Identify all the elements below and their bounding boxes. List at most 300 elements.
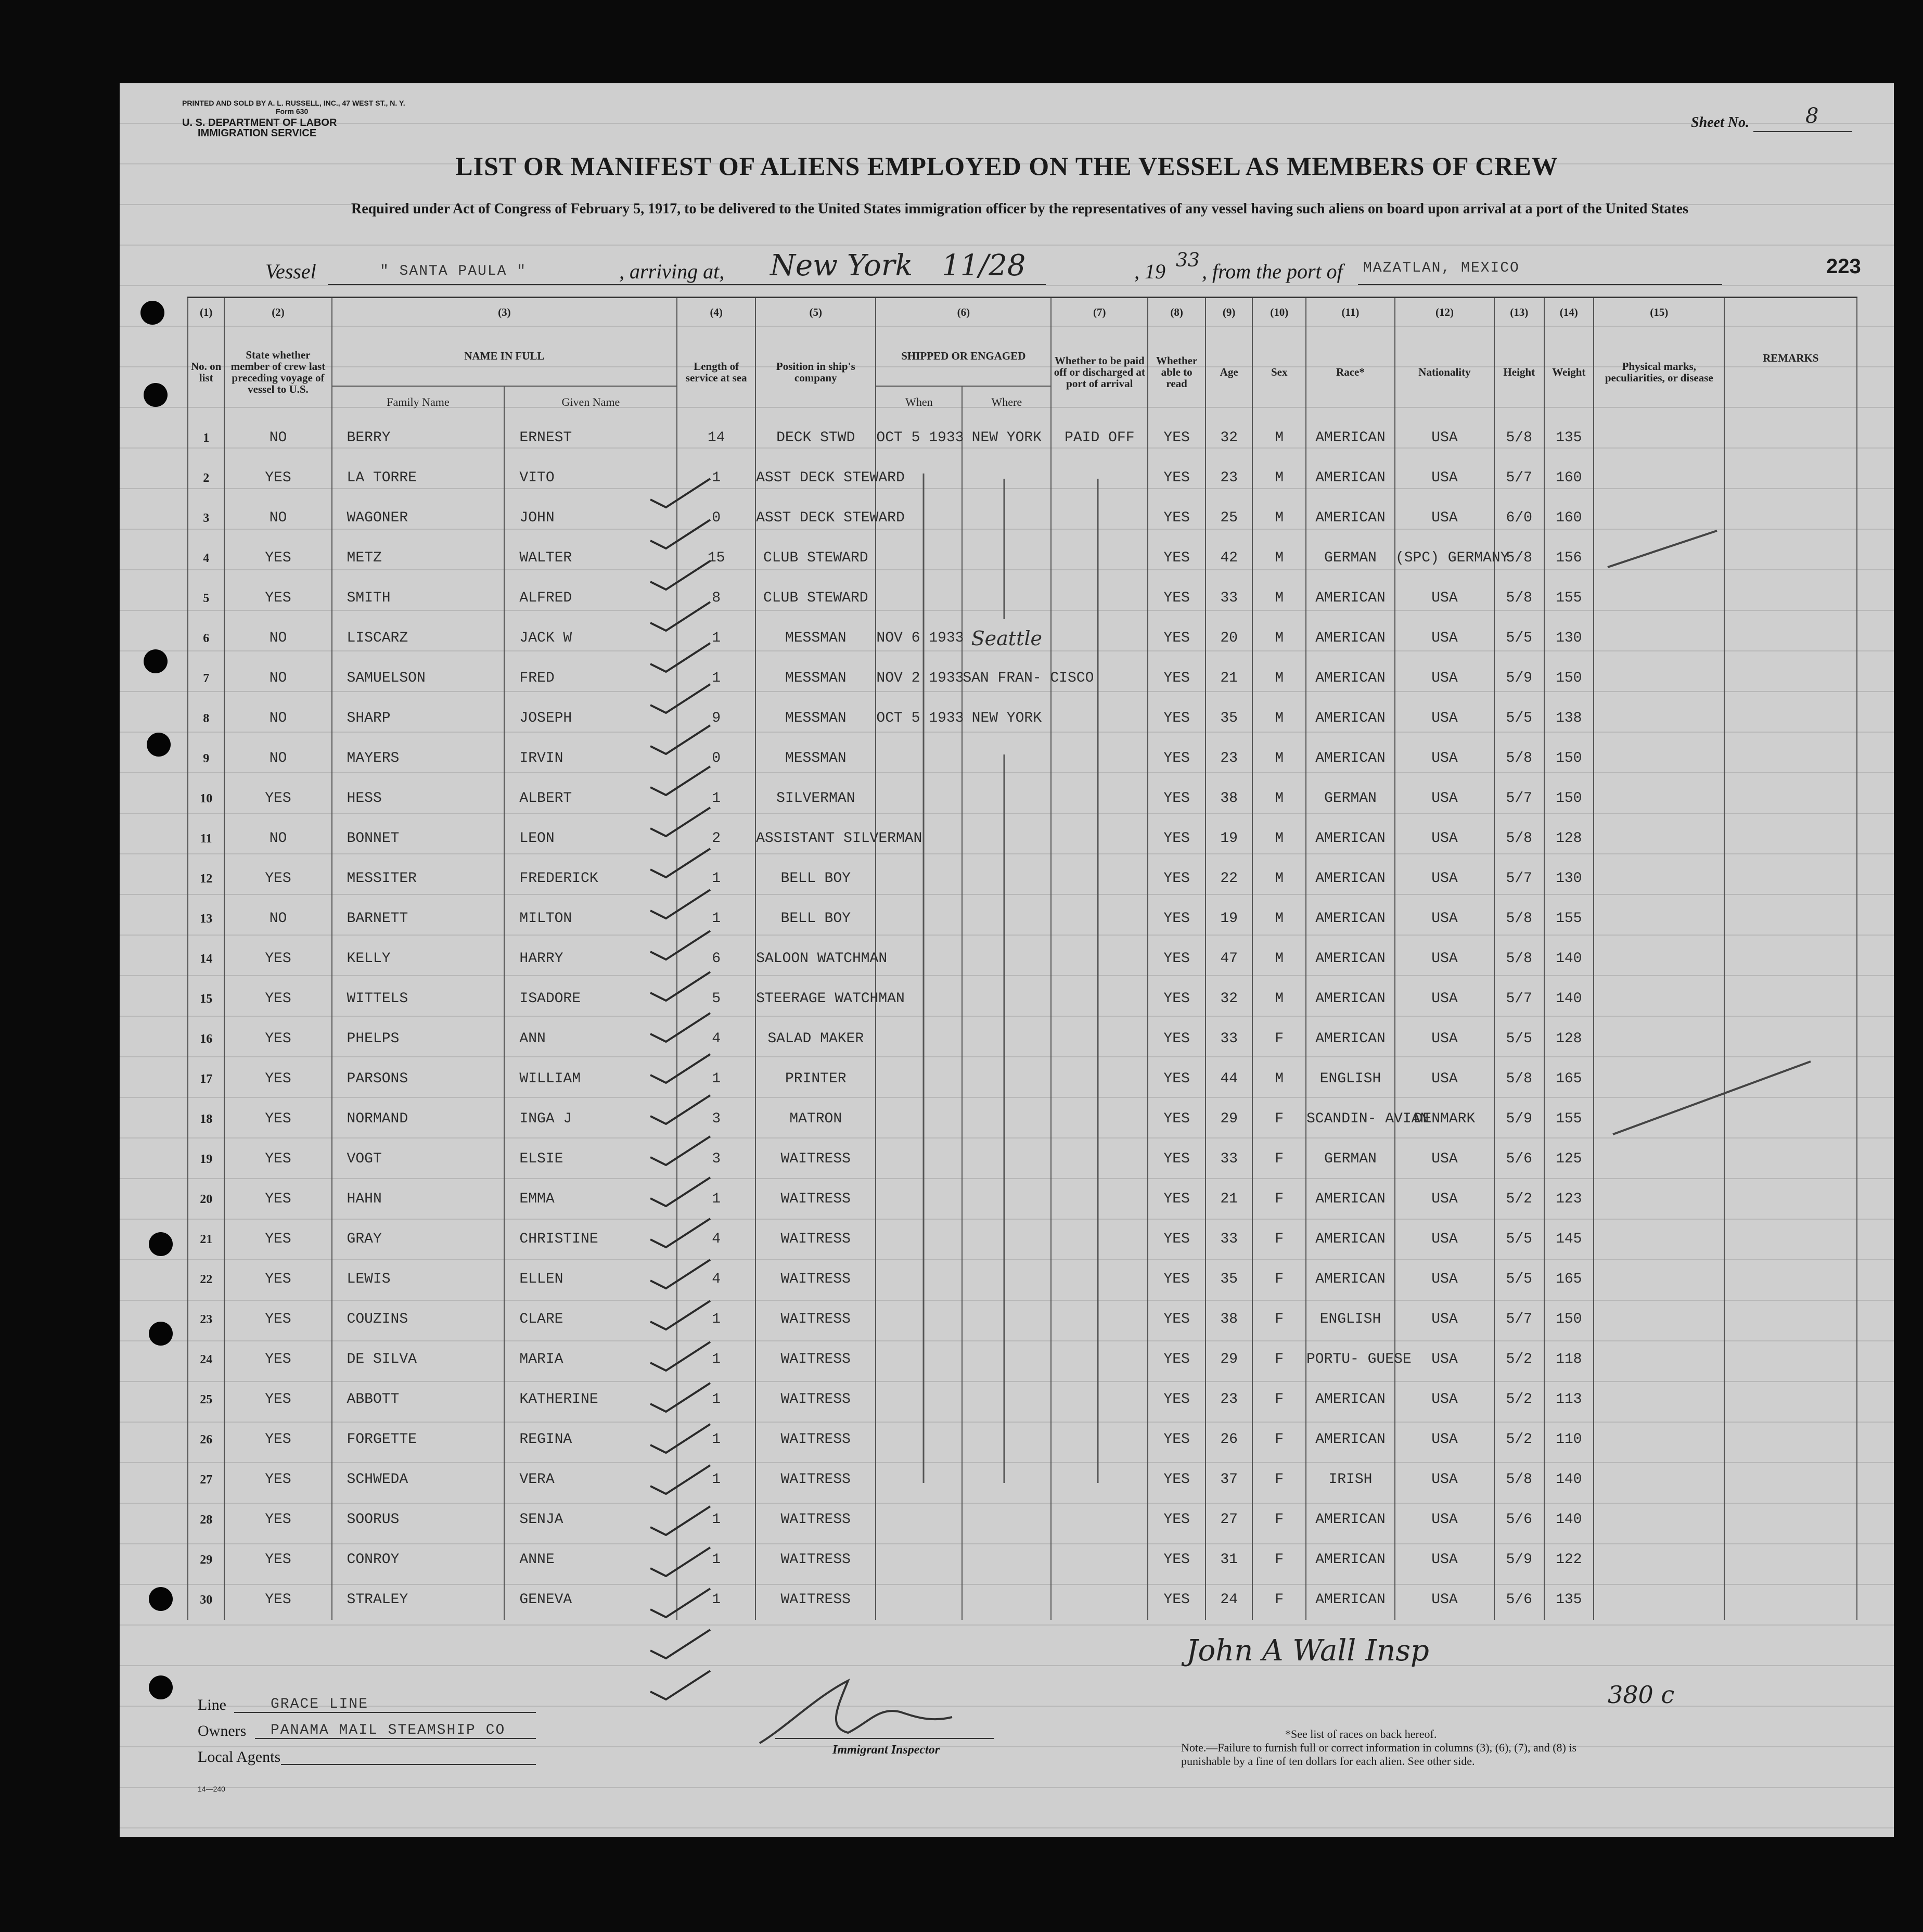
race-cell: AMERICAN xyxy=(1306,1540,1395,1580)
row-number-cell: 1 xyxy=(188,418,224,458)
previous-voyage-cell: YES xyxy=(224,939,331,979)
row-number-cell: 12 xyxy=(188,859,224,899)
previous-voyage-cell: NO xyxy=(224,418,331,458)
length-of-service-cell: 4 xyxy=(677,1019,755,1059)
position-cell: MATRON xyxy=(755,1099,876,1139)
sex-cell: F xyxy=(1252,1500,1306,1540)
previous-voyage-cell: YES xyxy=(224,1419,331,1460)
sex-cell: F xyxy=(1252,1259,1306,1299)
row-number-cell: 19 xyxy=(188,1139,224,1179)
previous-voyage-cell: YES xyxy=(224,1339,331,1379)
weight-cell: 160 xyxy=(1544,498,1594,538)
sex-cell: M xyxy=(1252,899,1306,939)
weight-cell: 140 xyxy=(1544,1500,1594,1540)
col6a-label: When xyxy=(876,386,962,418)
shipped-where-cell: Seattle xyxy=(962,618,1051,658)
weight-cell: 155 xyxy=(1544,578,1594,618)
arriving-place: New York xyxy=(770,249,913,283)
nationality-cell: USA xyxy=(1395,818,1494,859)
position-cell: WAITRESS xyxy=(755,1139,876,1179)
race-cell: AMERICAN xyxy=(1306,1179,1395,1219)
row-number-cell: 25 xyxy=(188,1379,224,1419)
length-of-service-cell: 1 xyxy=(677,1500,755,1540)
height-cell: 5/5 xyxy=(1494,1259,1544,1299)
weight-cell: 156 xyxy=(1544,538,1594,578)
shipped-where-cell: NEW YORK xyxy=(962,418,1051,458)
height-cell: 5/8 xyxy=(1494,538,1544,578)
arriving-date: 11/28 xyxy=(942,249,1026,283)
given-name-cell: WALTER xyxy=(504,538,677,578)
length-of-service-cell: 1 xyxy=(677,658,755,698)
age-cell: 33 xyxy=(1206,1219,1253,1259)
age-cell: 35 xyxy=(1206,698,1253,738)
owners-value: PANAMA MAIL STEAMSHIP CO xyxy=(271,1722,506,1738)
weight-cell: 118 xyxy=(1544,1339,1594,1379)
previous-voyage-cell: YES xyxy=(224,1379,331,1419)
given-name-cell: ALBERT xyxy=(504,778,677,818)
age-cell: 35 xyxy=(1206,1259,1253,1299)
col8-label: Whether able to read xyxy=(1148,326,1206,418)
col15-label: Physical marks, peculiarities, or disease xyxy=(1594,326,1724,418)
previous-voyage-cell: YES xyxy=(224,1299,331,1339)
col7-no: (7) xyxy=(1051,298,1148,327)
shipped-when-cell: OCT 5 1933 xyxy=(876,698,962,738)
length-of-service-cell: 4 xyxy=(677,1219,755,1259)
height-cell: 5/6 xyxy=(1494,1580,1544,1620)
given-name-cell: LEON xyxy=(504,818,677,859)
length-of-service-cell: 1 xyxy=(677,1179,755,1219)
weight-cell: 155 xyxy=(1544,899,1594,939)
position-cell: CLUB STEWARD xyxy=(755,538,876,578)
printer-line: PRINTED AND SOLD BY A. L. RUSSELL, INC., 47 WEST ST., N. Y. xyxy=(182,99,405,107)
previous-voyage-cell: YES xyxy=(224,538,331,578)
family-name-cell: HAHN xyxy=(332,1179,505,1219)
race-cell: ENGLISH xyxy=(1306,1299,1395,1339)
shipped-when-cell: NOV 2 1933 xyxy=(876,658,962,698)
line-label: Line xyxy=(198,1696,226,1713)
nationality-cell: USA xyxy=(1395,1259,1494,1299)
row-number-cell: 9 xyxy=(188,738,224,778)
family-name-cell: STRALEY xyxy=(332,1580,505,1620)
able-to-read-cell: YES xyxy=(1148,498,1206,538)
position-cell: CLUB STEWARD xyxy=(755,578,876,618)
binder-hole xyxy=(144,649,168,673)
sex-cell: M xyxy=(1252,458,1306,498)
nationality-cell: USA xyxy=(1395,1580,1494,1620)
nationality-cell: USA xyxy=(1395,1339,1494,1379)
sex-cell: F xyxy=(1252,1099,1306,1139)
height-cell: 5/7 xyxy=(1494,458,1544,498)
sex-cell: F xyxy=(1252,1139,1306,1179)
position-cell: WAITRESS xyxy=(755,1179,876,1219)
col3-no: (3) xyxy=(332,298,677,327)
age-cell: 23 xyxy=(1206,738,1253,778)
previous-voyage-cell: YES xyxy=(224,1219,331,1259)
sex-cell: F xyxy=(1252,1179,1306,1219)
row-number-cell: 21 xyxy=(188,1219,224,1259)
age-cell: 31 xyxy=(1206,1540,1253,1580)
nationality-cell: USA xyxy=(1395,658,1494,698)
row-number-cell: 29 xyxy=(188,1540,224,1580)
sex-cell: M xyxy=(1252,778,1306,818)
position-cell: BELL BOY xyxy=(755,899,876,939)
page-title: LIST OR MANIFEST OF ALIENS EMPLOYED ON THE VESSEL AS MEMBERS OF CREW xyxy=(455,151,1558,181)
height-cell: 5/5 xyxy=(1494,1219,1544,1259)
height-cell: 5/9 xyxy=(1494,658,1544,698)
able-to-read-cell: YES xyxy=(1148,1540,1206,1580)
sex-cell: F xyxy=(1252,1019,1306,1059)
able-to-read-cell: YES xyxy=(1148,1219,1206,1259)
vessel-label: Vessel xyxy=(265,260,316,283)
age-cell: 24 xyxy=(1206,1580,1253,1620)
year-prefix: , 19 xyxy=(1134,260,1165,283)
family-name-cell: BARNETT xyxy=(332,899,505,939)
weight-cell: 135 xyxy=(1544,418,1594,458)
able-to-read-cell: YES xyxy=(1148,1099,1206,1139)
weight-cell: 165 xyxy=(1544,1259,1594,1299)
able-to-read-cell: YES xyxy=(1148,1139,1206,1179)
col10-no: (10) xyxy=(1252,298,1306,327)
given-name-cell: JOSEPH xyxy=(504,698,677,738)
given-name-cell: WILLIAM xyxy=(504,1059,677,1099)
age-cell: 21 xyxy=(1206,658,1253,698)
age-cell: 32 xyxy=(1206,418,1253,458)
able-to-read-cell: YES xyxy=(1148,939,1206,979)
line-value: GRACE LINE xyxy=(271,1696,369,1712)
previous-voyage-cell: YES xyxy=(224,458,331,498)
nationality-cell: USA xyxy=(1395,1500,1494,1540)
given-name-cell: VERA xyxy=(504,1460,677,1500)
family-name-cell: SHARP xyxy=(332,698,505,738)
race-note: *See list of races on back hereof. xyxy=(1285,1728,1437,1741)
family-name-cell: GRAY xyxy=(332,1219,505,1259)
col14-label: Weight xyxy=(1544,326,1594,418)
family-name-cell: FORGETTE xyxy=(332,1419,505,1460)
height-cell: 5/5 xyxy=(1494,618,1544,658)
height-cell: 5/7 xyxy=(1494,979,1544,1019)
col5-no: (5) xyxy=(755,298,876,327)
row-number-cell: 3 xyxy=(188,498,224,538)
height-cell: 5/8 xyxy=(1494,1059,1544,1099)
race-cell: GERMAN xyxy=(1306,1139,1395,1179)
length-of-service-cell: 6 xyxy=(677,939,755,979)
binder-hole xyxy=(140,301,164,325)
age-cell: 19 xyxy=(1206,899,1253,939)
position-cell: MESSMAN xyxy=(755,618,876,658)
position-cell: WAITRESS xyxy=(755,1460,876,1500)
race-cell: AMERICAN xyxy=(1306,1419,1395,1460)
previous-voyage-cell: YES xyxy=(224,1099,331,1139)
col6-no: (6) xyxy=(876,298,1051,327)
position-cell: DECK STWD xyxy=(755,418,876,458)
length-of-service-cell: 9 xyxy=(677,698,755,738)
able-to-read-cell: YES xyxy=(1148,458,1206,498)
given-name-cell: FREDERICK xyxy=(504,859,677,899)
given-name-cell: ISADORE xyxy=(504,979,677,1019)
weight-cell: 160 xyxy=(1544,458,1594,498)
race-cell: AMERICAN xyxy=(1306,458,1395,498)
length-of-service-cell: 1 xyxy=(677,1339,755,1379)
given-name-cell: REGINA xyxy=(504,1419,677,1460)
shipped-when-cell: NOV 6 1933 xyxy=(876,618,962,658)
nationality-cell: (SPC) GERMANY xyxy=(1395,538,1494,578)
given-name-cell: IRVIN xyxy=(504,738,677,778)
given-name-cell: ANN xyxy=(504,1019,677,1059)
previous-voyage-cell: NO xyxy=(224,818,331,859)
col10-label: Sex xyxy=(1252,326,1306,418)
age-cell: 44 xyxy=(1206,1059,1253,1099)
weight-cell: 165 xyxy=(1544,1059,1594,1099)
height-cell: 5/7 xyxy=(1494,1299,1544,1339)
sheet-number-label: Sheet No. xyxy=(1691,114,1749,131)
service-label: IMMIGRATION SERVICE xyxy=(198,127,317,139)
row-number-cell: 20 xyxy=(188,1179,224,1219)
able-to-read-cell: YES xyxy=(1148,818,1206,859)
col-remarks: REMARKS xyxy=(1724,298,1857,418)
able-to-read-cell: YES xyxy=(1148,1339,1206,1379)
col2-no: (2) xyxy=(224,298,331,327)
weight-cell: 140 xyxy=(1544,939,1594,979)
height-cell: 6/0 xyxy=(1494,498,1544,538)
race-cell: SCANDIN- AVIAN xyxy=(1306,1099,1395,1139)
from-port: MAZATLAN, MEXICO xyxy=(1363,260,1520,276)
weight-cell: 123 xyxy=(1544,1179,1594,1219)
col14-no: (14) xyxy=(1544,298,1594,327)
weight-cell: 125 xyxy=(1544,1139,1594,1179)
sex-cell: M xyxy=(1252,859,1306,899)
row-number-cell: 24 xyxy=(188,1339,224,1379)
position-cell: WAITRESS xyxy=(755,1379,876,1419)
given-name-cell: CHRISTINE xyxy=(504,1219,677,1259)
nationality-cell: USA xyxy=(1395,578,1494,618)
able-to-read-cell: YES xyxy=(1148,979,1206,1019)
height-cell: 5/7 xyxy=(1494,778,1544,818)
sex-cell: M xyxy=(1252,939,1306,979)
row-number-cell: 11 xyxy=(188,818,224,859)
weight-cell: 128 xyxy=(1544,818,1594,859)
able-to-read-cell: YES xyxy=(1148,1460,1206,1500)
able-to-read-cell: YES xyxy=(1148,1259,1206,1299)
given-name-cell: JACK W xyxy=(504,618,677,658)
length-of-service-cell: 0 xyxy=(677,738,755,778)
race-cell: AMERICAN xyxy=(1306,498,1395,538)
length-of-service-cell: 1 xyxy=(677,1580,755,1620)
family-name-cell: MESSITER xyxy=(332,859,505,899)
previous-voyage-cell: YES xyxy=(224,1059,331,1099)
owners-label: Owners xyxy=(198,1722,247,1739)
height-cell: 5/2 xyxy=(1494,1179,1544,1219)
able-to-read-cell: YES xyxy=(1148,618,1206,658)
col6b-label: Where xyxy=(962,386,1051,418)
given-name-cell: GENEVA xyxy=(504,1580,677,1620)
age-cell: 29 xyxy=(1206,1339,1253,1379)
col2-label: State whether member of crew last preceding voyage of vessel to U.S. xyxy=(224,326,331,418)
able-to-read-cell: YES xyxy=(1148,1059,1206,1099)
able-to-read-cell: YES xyxy=(1148,899,1206,939)
page-subtitle: Required under Act of Congress of February 5, 1917, to be delivered to the United States immigration officer by the representatives of any vessel having such aliens on board upon arrival at a port of the United States xyxy=(351,201,1688,217)
given-name-cell: VITO xyxy=(504,458,677,498)
binder-hole xyxy=(147,733,171,757)
row-number-cell: 16 xyxy=(188,1019,224,1059)
row-number-cell: 10 xyxy=(188,778,224,818)
height-cell: 5/5 xyxy=(1494,1019,1544,1059)
position-cell: SALAD MAKER xyxy=(755,1019,876,1059)
length-of-service-cell: 0 xyxy=(677,498,755,538)
height-cell: 5/9 xyxy=(1494,1540,1544,1580)
able-to-read-cell: YES xyxy=(1148,1500,1206,1540)
row-number-cell: 27 xyxy=(188,1460,224,1500)
sex-cell: M xyxy=(1252,538,1306,578)
weight-cell: 130 xyxy=(1544,859,1594,899)
row-number-cell: 7 xyxy=(188,658,224,698)
row-number-cell: 26 xyxy=(188,1419,224,1460)
department-label: U. S. DEPARTMENT OF LABOR xyxy=(182,117,337,129)
height-cell: 5/6 xyxy=(1494,1139,1544,1179)
position-cell: ASST DECK STEWARD xyxy=(755,498,876,538)
nationality-cell: USA xyxy=(1395,738,1494,778)
able-to-read-cell: YES xyxy=(1148,538,1206,578)
col9-no: (9) xyxy=(1206,298,1253,327)
nationality-cell: USA xyxy=(1395,1019,1494,1059)
family-name-cell: SAMUELSON xyxy=(332,658,505,698)
position-cell: WAITRESS xyxy=(755,1500,876,1540)
race-cell: AMERICAN xyxy=(1306,578,1395,618)
previous-voyage-cell: YES xyxy=(224,1500,331,1540)
given-name-cell: EMMA xyxy=(504,1179,677,1219)
nationality-cell: USA xyxy=(1395,899,1494,939)
length-of-service-cell: 14 xyxy=(677,418,755,458)
previous-voyage-cell: YES xyxy=(224,1540,331,1580)
height-cell: 5/8 xyxy=(1494,818,1544,859)
sex-cell: M xyxy=(1252,578,1306,618)
sex-cell: F xyxy=(1252,1379,1306,1419)
given-name-cell: CLARE xyxy=(504,1299,677,1339)
age-cell: 33 xyxy=(1206,578,1253,618)
length-of-service-cell: 1 xyxy=(677,899,755,939)
position-cell: WAITRESS xyxy=(755,1540,876,1580)
row-number-cell: 17 xyxy=(188,1059,224,1099)
position-cell: WAITRESS xyxy=(755,1299,876,1339)
able-to-read-cell: YES xyxy=(1148,738,1206,778)
col12-no: (12) xyxy=(1395,298,1494,327)
nationality-cell: DENMARK xyxy=(1395,1099,1494,1139)
position-cell: PRINTER xyxy=(755,1059,876,1099)
position-cell: SALOON WATCHMAN xyxy=(755,939,876,979)
position-cell: MESSMAN xyxy=(755,698,876,738)
age-cell: 19 xyxy=(1206,818,1253,859)
ditto-lines xyxy=(120,83,1894,1837)
family-name-cell: HESS xyxy=(332,778,505,818)
length-of-service-cell: 1 xyxy=(677,1379,755,1419)
age-cell: 38 xyxy=(1206,778,1253,818)
position-cell: ASSISTANT SILVERMAN xyxy=(755,818,876,859)
sex-cell: F xyxy=(1252,1580,1306,1620)
col3a-label: Family Name xyxy=(332,386,505,418)
family-name-cell: SOORUS xyxy=(332,1500,505,1540)
agents-label: Local Agents xyxy=(198,1748,281,1765)
family-name-cell: WAGONER xyxy=(332,498,505,538)
form-code: 14—240 xyxy=(198,1785,225,1793)
weight-cell: 150 xyxy=(1544,1299,1594,1339)
able-to-read-cell: YES xyxy=(1148,859,1206,899)
row-number-cell: 8 xyxy=(188,698,224,738)
given-name-cell: KATHERINE xyxy=(504,1379,677,1419)
family-name-cell: VOGT xyxy=(332,1139,505,1179)
family-name-cell: BONNET xyxy=(332,818,505,859)
nationality-cell: USA xyxy=(1395,1540,1494,1580)
weight-cell: 145 xyxy=(1544,1219,1594,1259)
age-cell: 20 xyxy=(1206,618,1253,658)
length-of-service-cell: 3 xyxy=(677,1139,755,1179)
col13-label: Height xyxy=(1494,326,1544,418)
previous-voyage-cell: YES xyxy=(224,1139,331,1179)
family-name-cell: LISCARZ xyxy=(332,618,505,658)
family-name-cell: MAYERS xyxy=(332,738,505,778)
position-cell: WAITRESS xyxy=(755,1580,876,1620)
previous-voyage-cell: YES xyxy=(224,859,331,899)
race-cell: AMERICAN xyxy=(1306,618,1395,658)
family-name-cell: PHELPS xyxy=(332,1019,505,1059)
race-cell: AMERICAN xyxy=(1306,1259,1395,1299)
weight-cell: 150 xyxy=(1544,658,1594,698)
race-cell: AMERICAN xyxy=(1306,698,1395,738)
previous-voyage-cell: NO xyxy=(224,498,331,538)
family-name-cell: LEWIS xyxy=(332,1259,505,1299)
sex-cell: F xyxy=(1252,1460,1306,1500)
family-name-cell: CONROY xyxy=(332,1540,505,1580)
height-cell: 5/8 xyxy=(1494,1460,1544,1500)
weight-cell: 150 xyxy=(1544,738,1594,778)
form-number: Form 630 xyxy=(276,107,309,116)
binder-hole xyxy=(144,383,168,407)
length-of-service-cell: 1 xyxy=(677,1059,755,1099)
family-name-cell: WITTELS xyxy=(332,979,505,1019)
note-code: 380 c xyxy=(1608,1681,1675,1709)
col3b-label: Given Name xyxy=(504,386,677,418)
position-cell: BELL BOY xyxy=(755,859,876,899)
race-cell: AMERICAN xyxy=(1306,1219,1395,1259)
position-cell: MESSMAN xyxy=(755,738,876,778)
able-to-read-cell: YES xyxy=(1148,1019,1206,1059)
family-name-cell: DE SILVA xyxy=(332,1339,505,1379)
nationality-cell: USA xyxy=(1395,1379,1494,1419)
able-to-read-cell: YES xyxy=(1148,1419,1206,1460)
row-number-cell: 22 xyxy=(188,1259,224,1299)
signature-right: John A Wall Insp xyxy=(1186,1634,1429,1668)
previous-voyage-cell: NO xyxy=(224,658,331,698)
sex-cell: M xyxy=(1252,658,1306,698)
able-to-read-cell: YES xyxy=(1148,778,1206,818)
family-name-cell: PARSONS xyxy=(332,1059,505,1099)
nationality-cell: USA xyxy=(1395,698,1494,738)
row-number-cell: 23 xyxy=(188,1299,224,1339)
able-to-read-cell: YES xyxy=(1148,578,1206,618)
age-cell: 47 xyxy=(1206,939,1253,979)
arriving-label: , arriving at, xyxy=(619,260,725,283)
previous-voyage-cell: YES xyxy=(224,578,331,618)
race-cell: IRISH xyxy=(1306,1460,1395,1500)
previous-voyage-cell: NO xyxy=(224,899,331,939)
sex-cell: F xyxy=(1252,1219,1306,1259)
age-cell: 29 xyxy=(1206,1099,1253,1139)
height-cell: 5/5 xyxy=(1494,698,1544,738)
weight-cell: 150 xyxy=(1544,778,1594,818)
sex-cell: M xyxy=(1252,498,1306,538)
length-of-service-cell: 1 xyxy=(677,1299,755,1339)
row-number-cell: 30 xyxy=(188,1580,224,1620)
length-of-service-cell: 5 xyxy=(677,979,755,1019)
position-cell: ASST DECK STEWARD xyxy=(755,458,876,498)
